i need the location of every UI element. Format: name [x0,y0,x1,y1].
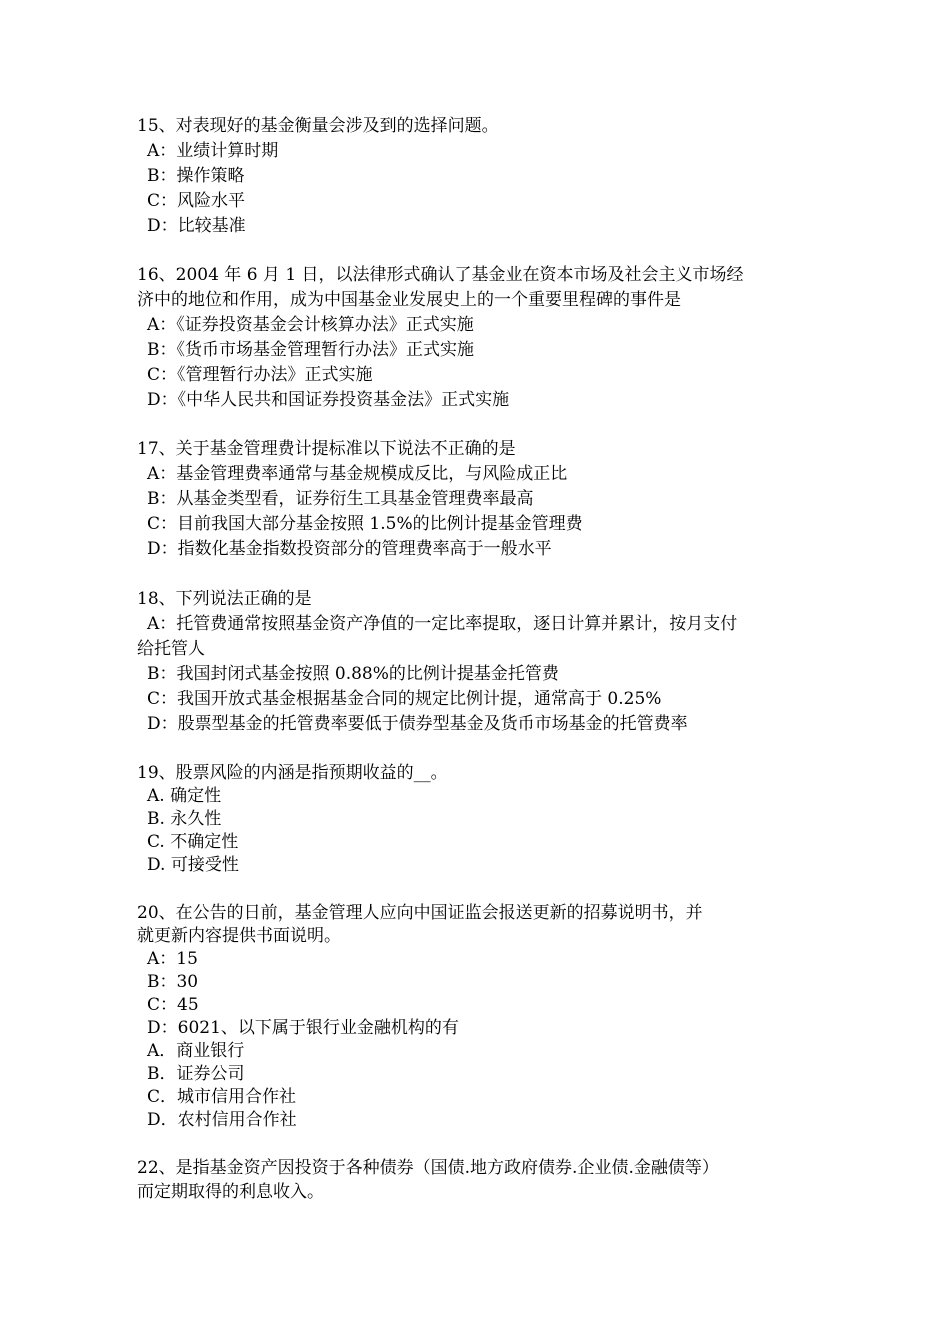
question-15-text: 15、对表现好的基金衡量会涉及到的选择问题。 [137,116,499,136]
question-18-option-c: C：我国开放式基金根据基金合同的规定比例计提，通常高于 0.25% [147,689,662,709]
question-18-text: 18、下列说法正确的是 [137,589,312,609]
question-18-option-a: A：托管费通常按照基金资产净值的一定比率提取，逐日计算并累计，按月支付 [147,614,738,634]
question-19-option-a: A. 确定性 [147,786,222,806]
question-15-option-c: C：风险水平 [147,191,246,211]
question-17-option-c: C：目前我国大部分基金按照 1.5%的比例计提基金管理费 [147,514,583,534]
question-18-option-d: D：股票型基金的托管费率要低于债券型基金及货币市场基金的托管费率 [147,714,688,734]
question-16-text-line-2: 济中的地位和作用，成为中国基金业发展史上的一个重要里程碑的事件是 [137,290,681,310]
question-16-option-d: D：《中华人民共和国证券投资基金法》正式实施 [147,390,510,410]
question-16-option-c: C：《管理暂行办法》正式实施 [147,365,373,385]
question-15-option-d: D：比较基准 [147,216,246,236]
question-20-text-line-2: 就更新内容提供书面说明。 [137,926,341,946]
question-20-text-line-1: 20、在公告的日前，基金管理人应向中国证监会报送更新的招募说明书，并 [137,903,703,923]
question-17-text: 17、关于基金管理费计提标准以下说法不正确的是 [137,439,516,459]
question-20-option-c: C：45 [147,995,199,1015]
question-17-option-b: B：从基金类型看，证券衍生工具基金管理费率最高 [147,489,534,509]
question-22-text-line-1: 22、是指基金资产因投资于各种债券（国债.地方政府债券.企业债.金融债等） [137,1158,719,1178]
question-16-text-line-1: 16、2004 年 6 月 1 日，以法律形式确认了基金业在资本市场及社会主义市场经 [137,265,744,285]
question-17-option-a: A：基金管理费率通常与基金规模成反比，与风险成正比 [147,464,568,484]
question-21-option-c: C．城市信用合作社 [147,1087,297,1107]
question-19-option-c: C. 不确定性 [147,832,239,852]
question-18-option-b: B：我国封闭式基金按照 0.88%的比例计提基金托管费 [147,664,559,684]
question-21-option-d: D．农村信用合作社 [147,1110,297,1130]
question-19-option-b: B. 永久性 [147,809,222,829]
question-15-option-b: B：操作策略 [147,166,245,186]
question-20-option-b: B：30 [147,972,199,992]
question-20-option-a: A：15 [147,949,198,969]
question-21-option-b: B．证券公司 [147,1064,245,1084]
question-19-text: 19、股票风险的内涵是指预期收益的__。 [137,763,448,783]
question-18-option-a-wrap: 给托管人 [137,639,205,659]
question-22-text-line-2: 而定期取得的利息收入。 [137,1182,324,1202]
question-15-option-a: A：业绩计算时期 [147,141,279,161]
question-19-option-d: D. 可接受性 [147,855,239,875]
question-16-option-a: A：《证券投资基金会计核算办法》正式实施 [147,315,474,335]
question-17-option-d: D：指数化基金指数投资部分的管理费率高于一般水平 [147,539,552,559]
question-20-option-d-question-21: D：6021、以下属于银行业金融机构的有 [147,1018,459,1038]
question-16-option-b: B：《货币市场基金管理暂行办法》正式实施 [147,340,474,360]
question-21-option-a: A．商业银行 [147,1041,245,1061]
